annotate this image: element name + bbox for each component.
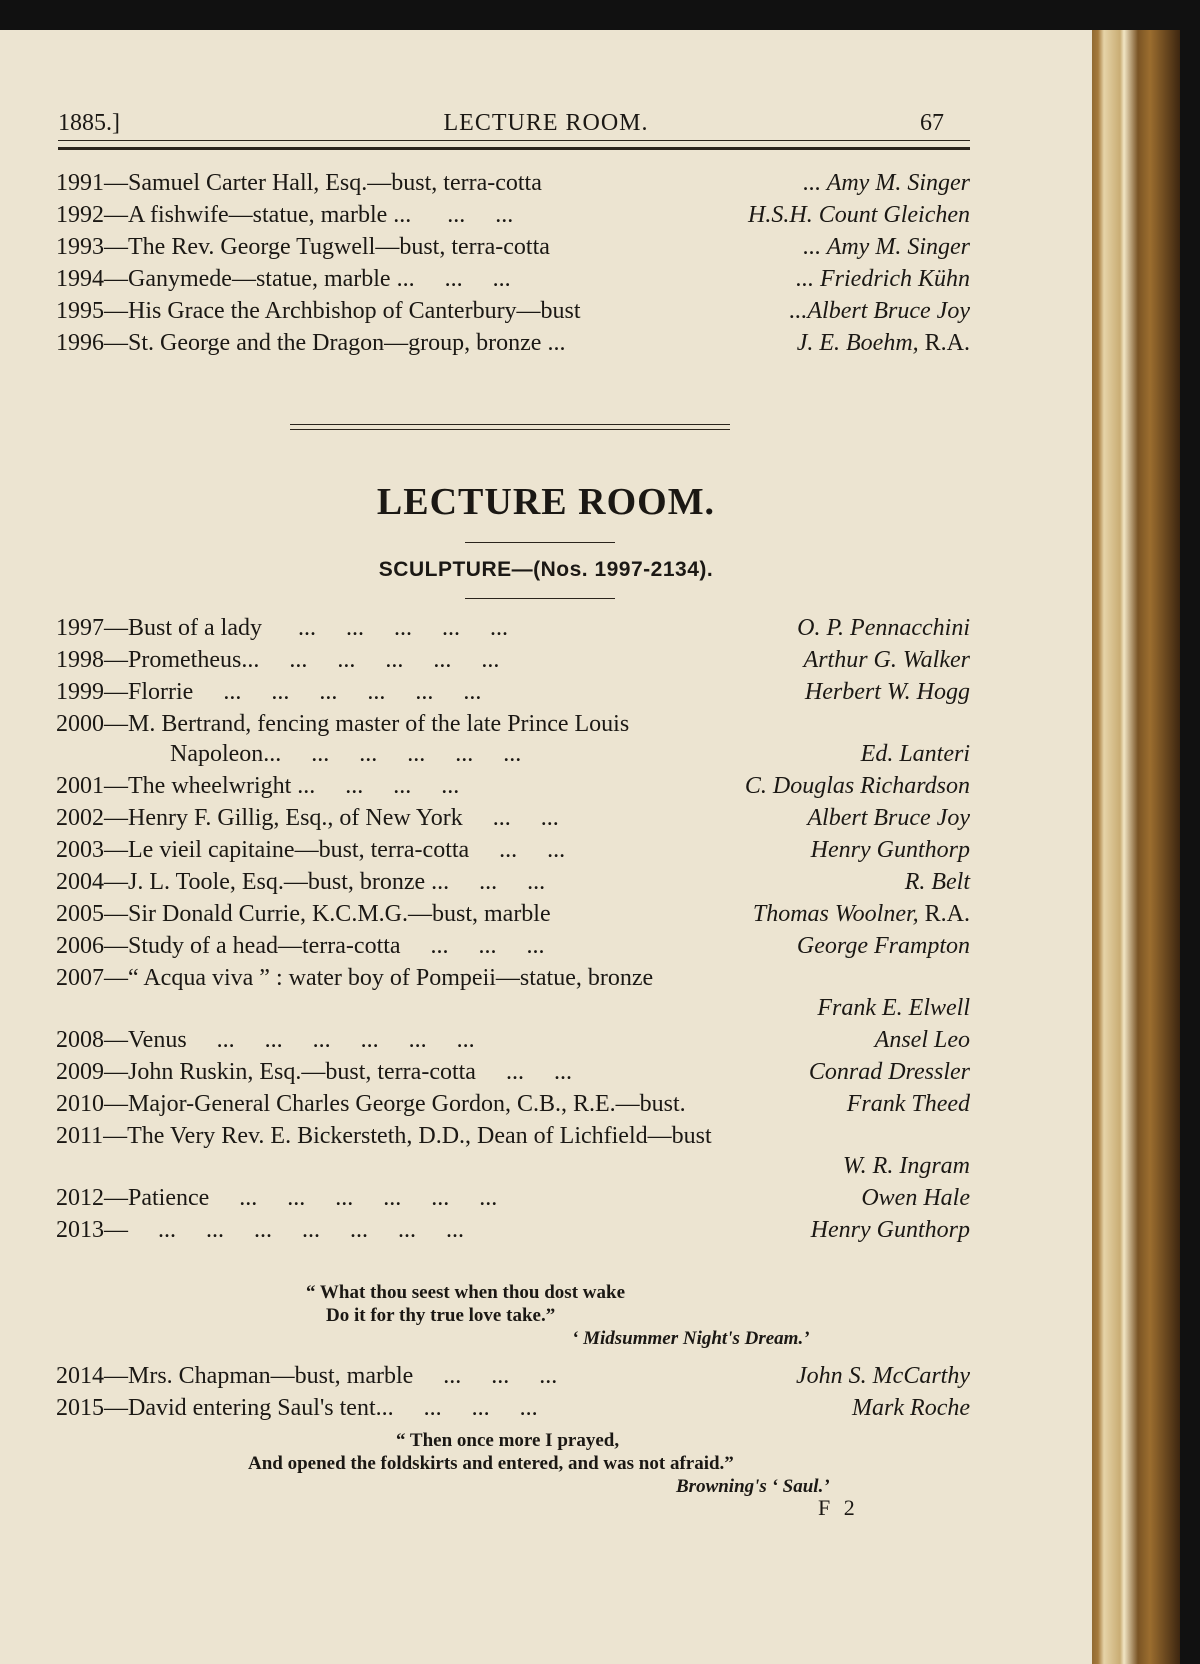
catalogue-entry (56, 933, 970, 965)
entry-artist: Ed. Lanteri (860, 741, 970, 767)
artist-suffix: R.A. (924, 901, 970, 927)
entry-artist: W. R. Ingram (842, 1153, 970, 1179)
catalogue-entry (56, 170, 970, 202)
entry-title: 1991—Samuel Carter Hall, Esq.—bust, terra-cotta (56, 170, 542, 196)
artist-suffix: R.A. (924, 330, 970, 356)
quote-citation: Browning's ‘ Saul.’ (676, 1476, 830, 1497)
quote-line: And opened the foldskirts and entered, and was not afraid.” (248, 1453, 734, 1474)
quote-line: “ Then once more I prayed, (396, 1430, 620, 1451)
entry-title: 1994—Ganymede—statue, marble ... ... ... (56, 266, 511, 292)
entry-artist: Owen Hale (861, 1185, 970, 1211)
entry-continuation: Napoleon... ... ... ... ... ... (170, 741, 522, 767)
entry-title: 2005—Sir Donald Currie, K.C.M.G.—bust, marble (56, 901, 551, 927)
catalogue-entry (56, 1027, 970, 1059)
catalogue-entry (56, 298, 970, 330)
entry-title: 1995—His Grace the Archbishop of Canterbury—bust (56, 298, 581, 324)
entry-artist: Frank E. Elwell (817, 995, 970, 1021)
entry-artist: Henry Gunthorp (810, 1217, 970, 1243)
catalogue-entry (56, 266, 970, 298)
artist-name: J. E. Boehm, (796, 330, 919, 356)
entry-artist: Conrad Dressler (808, 1059, 970, 1085)
entry-artist: Albert Bruce Joy (807, 805, 970, 831)
entry-title: 1993—The Rev. George Tugwell—bust, terra-cotta (56, 234, 550, 260)
entry-artist: ...Albert Bruce Joy (789, 298, 970, 324)
book-page-edges (1080, 30, 1180, 1664)
entry-title: 2007—“ Acqua viva ” : water boy of Pompeii—statue, bronze (56, 965, 654, 991)
entry-artist: Frank Theed (846, 1091, 970, 1117)
catalogue-entry (56, 615, 970, 647)
entry-artist (797, 330, 970, 357)
entry-artist: R. Belt (904, 869, 970, 895)
entry-artist: Ansel Leo (874, 1027, 970, 1053)
quote-citation: ‘ Midsummer Night's Dream.’ (572, 1328, 810, 1349)
entry-artist: ... Amy M. Singer (803, 170, 970, 196)
entry-title: 1998—Prometheus... ... ... ... ... ... (56, 647, 500, 673)
catalogue-entry (56, 1123, 970, 1155)
catalogue-entry (56, 1395, 970, 1427)
entry-title: 2013— ... ... ... ... ... ... ... (56, 1217, 464, 1243)
entry-artist: ... Amy M. Singer (803, 234, 970, 260)
entry-artist: O. P. Pennacchini (797, 615, 970, 641)
subtitle-rule (465, 598, 615, 599)
header-rule (58, 140, 970, 141)
entry-artist: John S. McCarthy (796, 1363, 970, 1389)
header-year: 1885.] (58, 110, 120, 136)
entry-title: 1999—Florrie ... ... ... ... ... ... (56, 679, 482, 705)
entry-title: 2003—Le vieil capitaine—bust, terra-cotta ... ... (56, 837, 566, 863)
catalogue-entry (56, 1217, 970, 1249)
catalogue-entry (56, 330, 970, 362)
entry-title: 1996—St. George and the Dragon—group, bronze ... (56, 330, 566, 356)
catalogue-entry (56, 234, 970, 266)
catalogue-entry (56, 679, 970, 711)
quote-line: “ What thou seest when thou dost wake (306, 1282, 626, 1303)
section-divider (290, 424, 730, 425)
catalogue-entry (56, 773, 970, 805)
entry-artist: H.S.H. Count Gleichen (748, 202, 970, 228)
page-number: 67 (920, 110, 944, 136)
catalogue-entry (56, 1059, 970, 1091)
catalogue-entry (56, 869, 970, 901)
entry-artist: Herbert W. Hogg (804, 679, 970, 705)
quote-line: Do it for thy true love take.” (326, 1305, 556, 1326)
catalogue-entry (56, 965, 970, 997)
entry-title: 2002—Henry F. Gillig, Esq., of New York ... ... (56, 805, 559, 831)
entry-title: 2009—John Ruskin, Esq.—bust, terra-cotta ... ... (56, 1059, 572, 1085)
entry-title: 2010—Major-General Charles George Gordon, C.B., R.E.—bust. (56, 1091, 686, 1117)
signature-mark: F 2 (818, 1495, 859, 1520)
section-title: LECTURE ROOM. (376, 481, 716, 523)
entry-artist: C. Douglas Richardson (744, 773, 970, 799)
catalogue-entry (56, 805, 970, 837)
title-rule (465, 542, 615, 543)
book-page (0, 30, 1092, 1664)
entry-artist: Arthur G. Walker (803, 647, 970, 673)
entry-artist (753, 901, 970, 928)
catalogue-entry (56, 711, 970, 743)
entry-title: 1992—A fishwife—statue, marble ... ... ... (56, 202, 514, 228)
entry-artist: George Frampton (796, 933, 970, 959)
entry-title: 2004—J. L. Toole, Esq.—bust, bronze ... ... ... (56, 869, 546, 895)
catalogue-entry (56, 901, 970, 933)
catalogue-entry (56, 1185, 970, 1217)
entry-title: 2001—The wheelwright ... ... ... ... (56, 773, 460, 799)
entry-title: 2008—Venus ... ... ... ... ... ... (56, 1027, 475, 1053)
entry-title: 2011—The Very Rev. E. Bickersteth, D.D., Dean of Lichfield—bust (56, 1123, 712, 1149)
catalogue-entry (56, 1363, 970, 1395)
artist-name: Thomas Woolner, (752, 901, 919, 927)
header-rule-thick (58, 147, 970, 150)
entry-title: 1997—Bust of a lady ... ... ... ... ... (56, 615, 508, 641)
entry-title: 2014—Mrs. Chapman—bust, marble ... ... ... (56, 1363, 558, 1389)
entry-artist: Henry Gunthorp (810, 837, 970, 863)
entry-title: 2012—Patience ... ... ... ... ... ... (56, 1185, 498, 1211)
catalogue-entry (56, 837, 970, 869)
catalogue-entry (56, 202, 970, 234)
entry-artist: Mark Roche (852, 1395, 970, 1421)
entry-artist: ... Friedrich Kühn (796, 266, 970, 292)
header-title: LECTURE ROOM. (443, 110, 649, 136)
catalogue-entry (56, 1091, 970, 1123)
section-subtitle: SCULPTURE—(Nos. 1997-2134). (378, 558, 714, 581)
entry-title: 2006—Study of a head—terra-cotta ... ... ... (56, 933, 545, 959)
section-divider (290, 429, 730, 430)
entry-title: 2000—M. Bertrand, fencing master of the late Prince Louis (56, 711, 630, 737)
entry-title: 2015—David entering Saul's tent... ... ... ... (56, 1395, 538, 1421)
catalogue-entry (56, 647, 970, 679)
